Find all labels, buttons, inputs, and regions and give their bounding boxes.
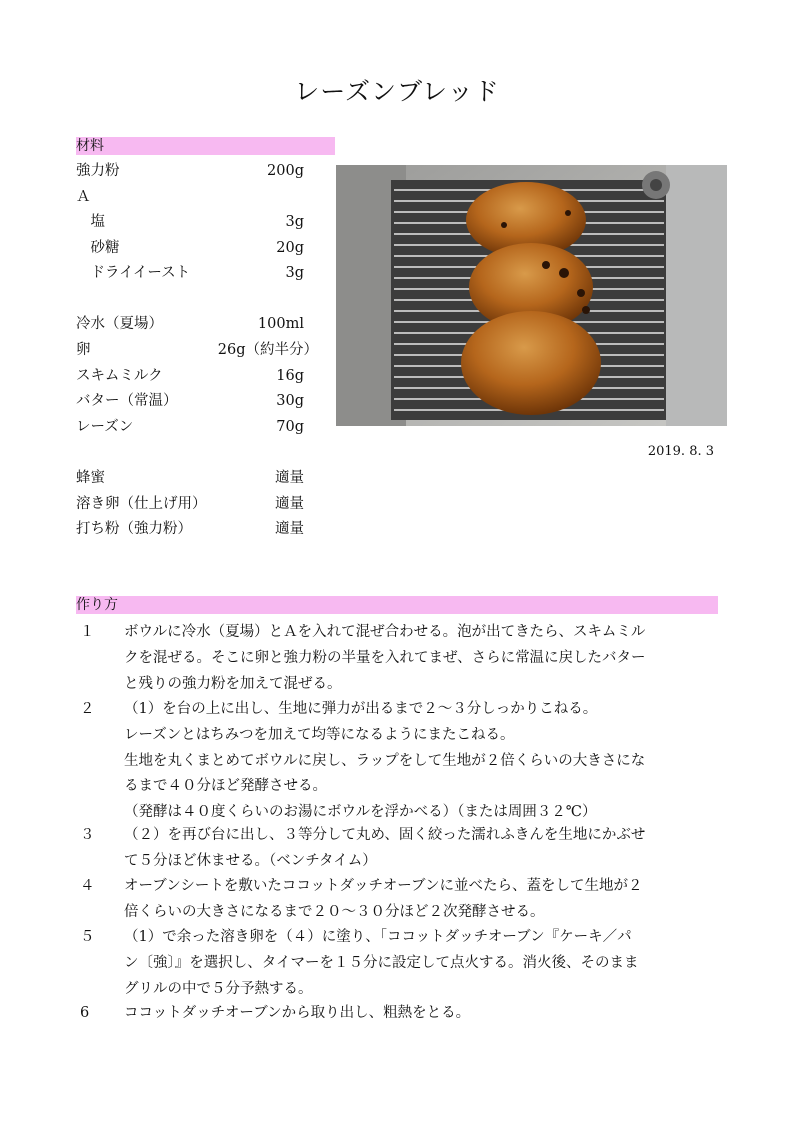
ingredient-row	[76, 235, 336, 261]
ingredient-row	[76, 209, 336, 235]
step-line: クを混ぜる。そこに卵と強力粉の半量を入れてまぜ、さらに常温に戻したバター	[124, 649, 646, 666]
ingredient-amount: 30g	[276, 393, 304, 409]
ingredient-amount: 3g	[285, 265, 304, 281]
step-number: ２	[80, 701, 95, 717]
step-line: と残りの強力粉を加えて混ぜる。	[124, 675, 342, 692]
step-text	[124, 1001, 718, 1027]
ingredient-row	[76, 516, 336, 542]
step-text	[124, 925, 718, 1002]
raisin-bread-photo	[336, 165, 727, 426]
step-number: １	[80, 624, 95, 640]
ingredient-row	[76, 158, 336, 184]
step-number: ３	[80, 827, 95, 843]
ingredient-row	[76, 465, 336, 491]
ingredient-amount: 200g	[267, 163, 304, 179]
method-step	[76, 1001, 718, 1027]
ingredient-row	[76, 311, 336, 337]
ingredient-row	[76, 260, 336, 286]
materials-header	[76, 137, 335, 155]
ingredient-row	[76, 337, 336, 363]
method-header	[76, 596, 718, 614]
ingredient-name: Ａ	[76, 189, 91, 205]
method-step	[76, 823, 718, 875]
step-line: ボウルに冷水（夏場）とＡを入れて混ぜ合わせる。泡が出てきたら、スキムミル	[124, 624, 646, 640]
ingredient-name: レーズン	[76, 419, 134, 435]
step-line: （1）で余った溶き卵を（４）に塗り、「ココットダッチオーブン『ケーキ／パ	[124, 929, 632, 945]
step-line: ン〔強〕』を選択し、タイマーを１５分に設定して点火する。消火後、そのまま	[124, 954, 639, 971]
step-line: オーブンシートを敷いたココットダッチオーブンに並べたら、蓋をして生地が２	[124, 878, 643, 894]
ingredient-name: ドライイースト	[76, 265, 191, 281]
ingredient-amount: 100ml	[257, 316, 304, 332]
ingredient-amount: 適量	[275, 521, 304, 537]
ingredient-name: 蜂蜜	[76, 470, 105, 486]
step-line: 生地を丸くまとめてボウルに戻し、ラップをして生地が２倍くらいの大きさにな	[124, 752, 646, 769]
ingredient-name: 打ち粉（強力粉）	[76, 521, 192, 537]
step-line: （２）を再び台に出し、３等分して丸め、固く絞った濡れふきんを生地にかぶせ	[124, 827, 646, 843]
step-text	[124, 697, 718, 826]
step-number: ５	[80, 929, 95, 945]
ingredient-amount: 26g（約半分）	[217, 342, 318, 358]
step-line: （発酵は４０度くらいのお湯にボウルを浮かべる）（または周囲３２℃）	[124, 804, 597, 821]
step-number: ４	[80, 878, 95, 894]
step-text	[124, 823, 718, 875]
page-title: レーズンブレッド	[294, 77, 500, 106]
ingredient-amount: 16g	[276, 368, 304, 384]
step-line: グリルの中で５分予熱する。	[124, 980, 313, 997]
ingredient-name: バター（常温）	[76, 393, 178, 409]
ingredient-name: スキムミルク	[76, 368, 163, 384]
ingredient-row	[76, 388, 336, 414]
ingredient-amount: 適量	[275, 496, 304, 512]
ingredient-name: 砂糖	[76, 240, 120, 256]
method-step	[76, 620, 718, 697]
method-step	[76, 874, 718, 926]
step-line: るまで４０分ほど発酵させる。	[124, 778, 327, 795]
step-text	[124, 620, 718, 697]
materials-header-label: 材料	[76, 138, 104, 154]
method-step	[76, 697, 718, 826]
ingredient-amount: 20g	[276, 240, 304, 256]
step-line: ココットダッチオーブンから取り出し、粗熱をとる。	[124, 1005, 471, 1021]
step-line: レーズンとはちみつを加えて均等になるようにまたこねる。	[124, 726, 515, 743]
ingredient-name: 冷水（夏場）	[76, 316, 163, 332]
ingredient-name: 溶き卵（仕上げ用）	[76, 496, 207, 512]
step-number: 6	[80, 1005, 90, 1021]
method-header-label: 作り方	[76, 597, 118, 613]
step-text	[124, 874, 718, 926]
date-label: 2019. 8. 3	[647, 444, 714, 459]
ingredient-row	[76, 363, 336, 389]
ingredient-name: 強力粉	[76, 163, 120, 179]
ingredient-row	[76, 414, 336, 440]
ingredient-amount: 3g	[285, 214, 304, 230]
step-line: て５分ほど休ませる。（ベンチタイム）	[124, 852, 377, 869]
ingredient-name: 塩	[76, 214, 105, 230]
ingredient-amount: 適量	[275, 470, 304, 486]
ingredient-row	[76, 184, 336, 210]
step-line: （1）を台の上に出し、生地に弾力が出るまで２～３分しっかりこねる。	[124, 701, 598, 717]
step-line: 倍くらいの大きさになるまで２０～３０分ほど２次発酵させる。	[124, 903, 545, 920]
method-step	[76, 925, 718, 1002]
ingredient-amount: 70g	[276, 419, 304, 435]
ingredient-row	[76, 491, 336, 517]
ingredient-name: 卵	[76, 342, 91, 358]
